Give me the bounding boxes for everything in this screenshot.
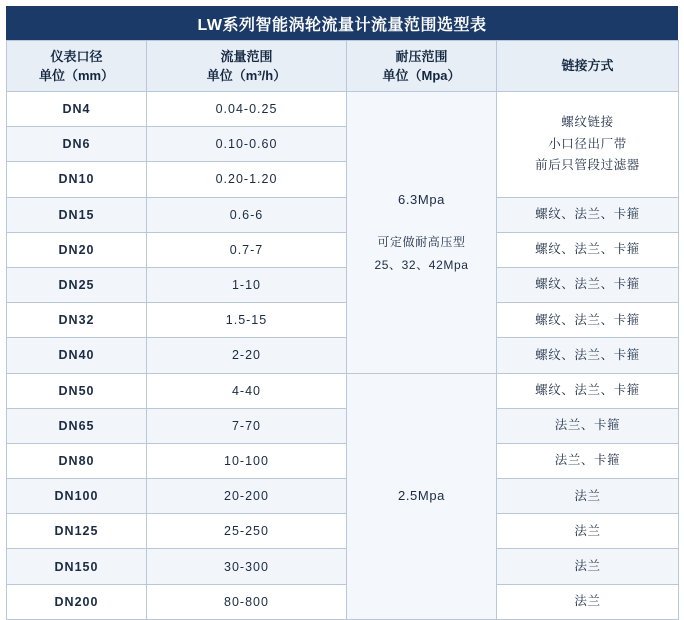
table-row <box>7 267 679 302</box>
header-connection-type <box>497 41 679 92</box>
cell-flow-range: 0.04-0.25 <box>147 92 347 127</box>
header-caliber-line1: 仪表口径 <box>50 48 103 64</box>
table-row <box>7 584 679 619</box>
cell-connection-type <box>497 514 679 549</box>
header-flow-range <box>147 41 347 92</box>
cell-flow-range: 0.6-6 <box>147 197 347 232</box>
connection-line: 法兰 <box>574 523 601 538</box>
cell-pressure-range <box>347 92 497 374</box>
header-pressure-range-line2: 单位（Mpa） <box>382 68 461 83</box>
flow-range-table <box>6 40 679 620</box>
cell-connection-type <box>497 92 679 198</box>
cell-caliber: DN4 <box>7 92 147 127</box>
cell-connection-type <box>497 408 679 443</box>
header-flow-range-line2: 单位（m³/h） <box>206 68 287 83</box>
cell-connection-type <box>497 443 679 478</box>
cell-connection-type <box>497 267 679 302</box>
table-header <box>7 41 679 92</box>
cell-caliber: DN125 <box>7 514 147 549</box>
connection-line: 法兰、卡箍 <box>554 453 621 468</box>
pressure-note-line1: 可定做耐高压型 <box>377 234 466 249</box>
header-connection-type-line1: 链接方式 <box>561 58 614 74</box>
cell-connection-type <box>497 584 679 619</box>
cell-flow-range: 80-800 <box>147 584 347 619</box>
connection-line: 螺纹、法兰、卡箍 <box>535 242 640 257</box>
cell-caliber: DN65 <box>7 408 147 443</box>
cell-flow-range: 10-100 <box>147 443 347 478</box>
header-row <box>7 41 679 92</box>
cell-caliber: DN32 <box>7 303 147 338</box>
cell-caliber: DN40 <box>7 338 147 373</box>
page-title <box>6 6 678 40</box>
connection-line: 螺纹链接 <box>561 115 614 130</box>
cell-flow-range: 20-200 <box>147 479 347 514</box>
connection-line: 小口径出厂带 <box>548 136 627 151</box>
connection-line: 螺纹、法兰、卡箍 <box>535 207 640 222</box>
connection-line: 螺纹、法兰、卡箍 <box>535 277 640 292</box>
table-row <box>7 443 679 478</box>
table-row <box>7 197 679 232</box>
header-caliber-line2: 单位（mm） <box>38 68 115 83</box>
cell-connection-type <box>497 338 679 373</box>
cell-connection-type <box>497 373 679 408</box>
header-caliber <box>7 41 147 92</box>
table-row <box>7 549 679 584</box>
connection-line: 法兰 <box>574 558 601 573</box>
table-row <box>7 338 679 373</box>
page-title-text: LW系列智能涡轮流量计流量范围选型表 <box>197 16 487 34</box>
connection-line: 前后只管段过滤器 <box>535 157 640 172</box>
cell-flow-range: 1.5-15 <box>147 303 347 338</box>
cell-flow-range: 4-40 <box>147 373 347 408</box>
cell-flow-range: 0.10-0.60 <box>147 127 347 162</box>
connection-line: 螺纹、法兰、卡箍 <box>535 382 640 397</box>
cell-flow-range: 2-20 <box>147 338 347 373</box>
table-body <box>7 92 679 620</box>
connection-line: 螺纹、法兰、卡箍 <box>535 347 640 362</box>
table-row <box>7 373 679 408</box>
cell-caliber: DN100 <box>7 479 147 514</box>
table-row <box>7 92 679 127</box>
cell-pressure-range <box>347 373 497 619</box>
cell-flow-range: 30-300 <box>147 549 347 584</box>
pressure-main: 6.3Mpa <box>398 192 445 208</box>
cell-flow-range: 25-250 <box>147 514 347 549</box>
table-row <box>7 303 679 338</box>
cell-connection-type <box>497 549 679 584</box>
header-flow-range-line1: 流量范围 <box>220 48 273 64</box>
cell-caliber: DN150 <box>7 549 147 584</box>
cell-connection-type <box>497 197 679 232</box>
cell-caliber: DN200 <box>7 584 147 619</box>
cell-caliber: DN10 <box>7 162 147 197</box>
cell-connection-type <box>497 479 679 514</box>
header-pressure-range <box>347 41 497 92</box>
cell-flow-range: 7-70 <box>147 408 347 443</box>
cell-caliber: DN50 <box>7 373 147 408</box>
table-row <box>7 232 679 267</box>
connection-line: 螺纹、法兰、卡箍 <box>535 312 640 327</box>
cell-caliber: DN25 <box>7 267 147 302</box>
cell-caliber: DN6 <box>7 127 147 162</box>
cell-connection-type <box>497 232 679 267</box>
cell-flow-range: 0.20-1.20 <box>147 162 347 197</box>
pressure-note-line2: 25、32、42Mpa <box>374 257 469 272</box>
cell-caliber: DN15 <box>7 197 147 232</box>
pressure-main: 2.5Mpa <box>398 487 445 503</box>
connection-line: 法兰、卡箍 <box>554 418 621 433</box>
cell-caliber: DN80 <box>7 443 147 478</box>
table-row <box>7 408 679 443</box>
table-row <box>7 514 679 549</box>
cell-caliber: DN20 <box>7 232 147 267</box>
connection-line: 法兰 <box>574 488 601 503</box>
connection-line: 法兰 <box>574 594 601 609</box>
cell-connection-type <box>497 303 679 338</box>
header-pressure-range-line1: 耐压范围 <box>395 48 448 64</box>
cell-flow-range: 1-10 <box>147 267 347 302</box>
cell-flow-range: 0.7-7 <box>147 232 347 267</box>
table-row <box>7 479 679 514</box>
